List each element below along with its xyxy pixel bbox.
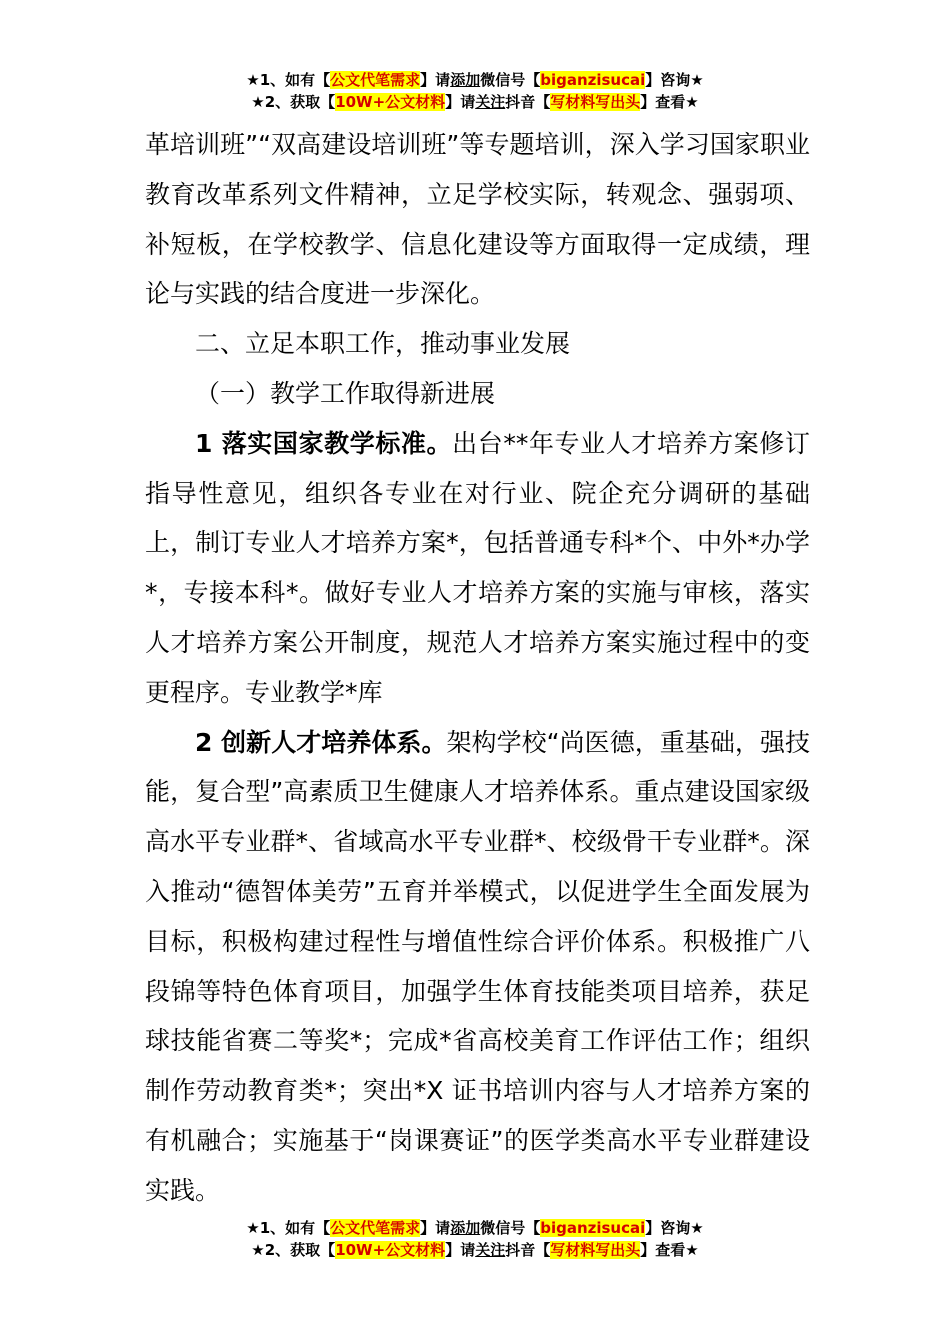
- star-icon: ★: [246, 71, 260, 89]
- header-banner: [0, 69, 950, 113]
- banner-line-2: [0, 1239, 950, 1261]
- banner-text: 】咨询★: [645, 1219, 704, 1237]
- footer-banner: [0, 1217, 950, 1261]
- underlined-text: 关注: [475, 93, 506, 111]
- star-icon: ★: [246, 1219, 260, 1237]
- document-body: [145, 120, 810, 1216]
- banner-text: 1、如有【: [259, 1219, 331, 1237]
- banner-text: 1、如有【: [259, 71, 331, 89]
- banner-line-1: [0, 1217, 950, 1239]
- paragraph: [145, 419, 810, 718]
- banner-text: 】查看★: [640, 1241, 699, 1259]
- highlight-text: 公文代笔需求: [330, 1219, 421, 1237]
- underlined-text: 关注: [475, 1241, 506, 1259]
- wechat-id: biganzisucai: [540, 1219, 646, 1237]
- banner-text: 】咨询★: [645, 71, 704, 89]
- banner-text: 抖音【: [505, 1241, 551, 1259]
- banner-text: 微信号【: [480, 1219, 541, 1237]
- highlight-text: 10W+公文材料: [335, 93, 446, 111]
- banner-text: 】请: [445, 93, 476, 111]
- douyin-account: 写材料写出头: [550, 1241, 641, 1259]
- banner-text: 】请: [420, 1219, 451, 1237]
- underlined-text: 添加: [450, 71, 481, 89]
- banner-line-1: [0, 69, 950, 91]
- underlined-text: 添加: [450, 1219, 481, 1237]
- banner-text: 2、获取【: [264, 93, 336, 111]
- banner-text: 】请: [445, 1241, 476, 1259]
- banner-text: 微信号【: [480, 71, 541, 89]
- highlight-text: 10W+公文材料: [335, 1241, 446, 1259]
- star-icon: ★: [251, 93, 265, 111]
- paragraph-lead: 2 创新人才培养体系。: [195, 727, 447, 757]
- wechat-id: biganzisucai: [540, 71, 646, 89]
- paragraph-text: 出台**年专业人才培养方案修订指导性意见，组织各专业在对行业、院企充分调研的基础上，制订专业人才培养方案*，包括普通专科*个、中外*办学*，专接本科*。做好专业人才培养方案的实施与审核，落实人才培养方案公开制度，规范人才培养方案实施过程中的变更程序。专业教学*库: [145, 428, 810, 707]
- highlight-text: 公文代笔需求: [330, 71, 421, 89]
- banner-line-2: [0, 91, 950, 113]
- star-icon: ★: [251, 1241, 265, 1259]
- paragraph: 革培训班”“双高建设培训班”等专题培训，深入学习国家职业教育改革系列文件精神，立足学校实际，转观念、强弱项、补短板，在学校教学、信息化建设等方面取得一定成绩，理论与实践的结合度进一步深化。: [145, 130, 810, 309]
- paragraph: [145, 718, 810, 1216]
- banner-text: 】查看★: [640, 93, 699, 111]
- subsection-heading: （一）教学工作取得新进展: [195, 378, 496, 408]
- paragraph-lead: 1 落实国家教学标准。: [195, 428, 453, 458]
- paragraph-text: 架构学校“尚医德，重基础，强技能，复合型”高素质卫生健康人才培养体系。重点建设国家级高水平专业群*、省域高水平专业群*、校级骨干专业群*。深入推动“德智体美劳”五育并举模式，以促进学生全面发展为目标，积极构建过程性与增值性综合评价体系。积极推广八段锦等特色体育项目，加强学生体育技能类项目培养，获足球技能省赛二等奖*；完成*省高校美育工作评估工作；组织制作劳动教育类*；突出*X 证书培训内容与人才培养方案的有机融合；实施基于“岗课赛证”的医学类高水平专业群建设实践。: [145, 727, 810, 1205]
- douyin-account: 写材料写出头: [550, 93, 641, 111]
- banner-text: 抖音【: [505, 93, 551, 111]
- banner-text: 】请: [420, 71, 451, 89]
- banner-text: 2、获取【: [264, 1241, 336, 1259]
- section-heading: 二、立足本职工作，推动事业发展: [195, 329, 571, 359]
